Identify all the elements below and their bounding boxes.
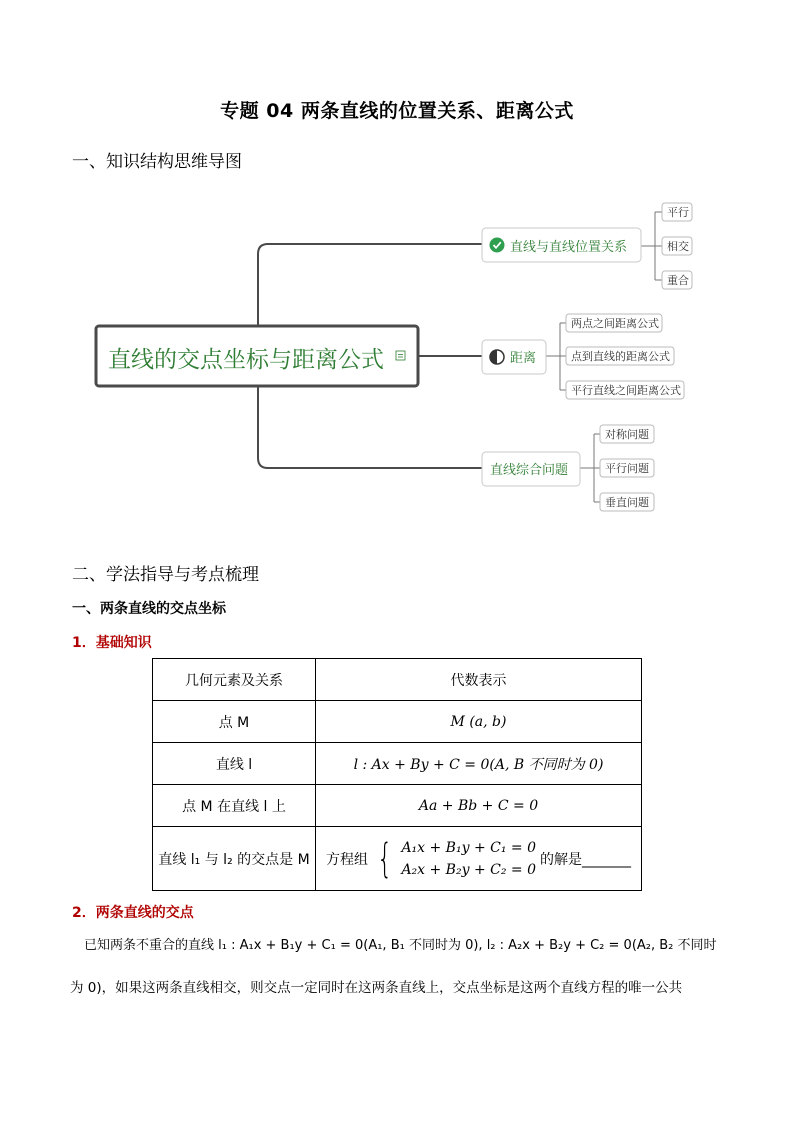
- paragraph-line-1: 已知两条不重合的直线 l₁ : A₁x + B₁y + C₁ = 0(A₁, B₁ 不同时为 0), l₂ : A₂x + B₂y + C₂ = 0(A₂, B₂ 不同时: [84, 938, 717, 953]
- equation-prefix: 方程组: [325, 851, 368, 868]
- leaf-perpendicular-problem: 垂直问题: [605, 496, 649, 509]
- leaf-point-line-distance: 点到直线的距离公式: [571, 350, 670, 363]
- leaf-intersect: 相交: [667, 240, 689, 253]
- page-title: 专题 04 两条直线的位置关系、距离公式: [220, 100, 574, 122]
- table-row: [153, 701, 642, 743]
- equation-1: A₁x + B₁y + C₁ = 0: [401, 839, 536, 856]
- point-heading-1: 1．基础知识: [72, 635, 152, 651]
- connector-branch-3: [258, 386, 482, 468]
- mind-map-root: [96, 326, 418, 386]
- subsection-heading-1: 一、两条直线的交点坐标: [72, 601, 226, 617]
- paragraph-line-2: 为 0)，如果这两条直线相交，则交点一定同时在这两条直线上，交点坐标是这两个直线方程的唯一公共: [70, 980, 683, 996]
- table-header-row: [153, 659, 642, 701]
- table-header: 几何元素及关系: [153, 659, 316, 701]
- table-cell: 点 M 在直线 l 上: [153, 785, 316, 827]
- left-brace: {: [377, 835, 393, 882]
- section-heading-2: 二、学法指导与考点梳理: [72, 565, 259, 585]
- root-label: 直线的交点坐标与距离公式: [108, 347, 384, 373]
- point-heading-2: 2．两条直线的交点: [72, 905, 194, 921]
- check-icon: [490, 238, 505, 253]
- branch-label-comprehensive: 直线综合问题: [490, 463, 569, 478]
- half-circle-icon: [490, 350, 504, 364]
- mind-map: [0, 190, 794, 530]
- mind-map-branch-distance: [482, 340, 546, 374]
- mind-map-branch-position: [482, 228, 641, 262]
- table-cell: Aa + Bb + C = 0: [316, 785, 642, 827]
- leaf-symmetry: 对称问题: [605, 428, 649, 441]
- table-cell: l : Ax + By + C = 0(A, B 不同时为 0): [316, 743, 642, 785]
- table-cell-equation-system: [316, 827, 642, 891]
- knowledge-table: [152, 658, 642, 891]
- table-cell: 直线 l: [153, 743, 316, 785]
- leaf-two-point-distance: 两点之间距离公式: [571, 317, 659, 330]
- leaf-parallel-line-distance: 平行直线之间距离公式: [571, 384, 681, 397]
- branch-label-position: 直线与直线位置关系: [510, 240, 628, 255]
- table-cell: 直线 l₁ 与 l₂ 的交点是 M: [153, 827, 316, 891]
- branch-label-distance: 距离: [510, 351, 537, 366]
- equation-2: A₂x + B₂y + C₂ = 0: [401, 861, 536, 878]
- equation-suffix: 的解是_______: [540, 851, 631, 868]
- connector-branch-1: [258, 244, 482, 326]
- section-heading-1: 一、知识结构思维导图: [72, 152, 242, 172]
- table-row: [153, 785, 642, 827]
- table-cell: 点 M: [153, 701, 316, 743]
- mind-map-branch-comprehensive: [482, 452, 580, 486]
- table-cell: M (a, b): [316, 701, 642, 743]
- table-header: 代数表示: [316, 659, 642, 701]
- table-row: [153, 743, 642, 785]
- leaf-parallel-problem: 平行问题: [605, 462, 649, 475]
- leaf-coincide: 重合: [667, 274, 689, 287]
- leaf-parallel: 平行: [667, 206, 689, 219]
- table-row: [153, 827, 642, 891]
